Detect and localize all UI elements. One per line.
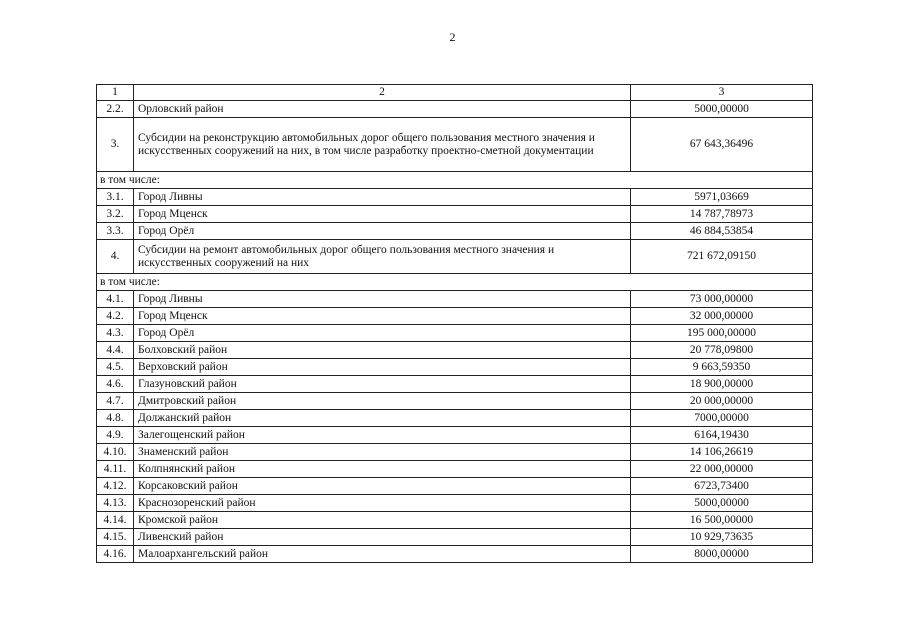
row-number: 4.14. [97,512,134,529]
table-row [97,291,813,308]
row-amount: 5000,00000 [631,101,813,118]
header-col-2: 2 [134,85,631,101]
row-amount: 18 900,00000 [631,376,813,393]
row-number: 3.3. [97,223,134,240]
row-amount: 7000,00000 [631,410,813,427]
row-name: Город Орёл [134,223,631,240]
row-name: Малоархангельский район [134,546,631,563]
row-amount: 73 000,00000 [631,291,813,308]
table-row [97,529,813,546]
row-name: Город Мценск [134,308,631,325]
row-amount: 32 000,00000 [631,308,813,325]
row-amount: 9 663,59350 [631,359,813,376]
row-name: Знаменский район [134,444,631,461]
row-name: Должанский район [134,410,631,427]
row-amount: 46 884,53854 [631,223,813,240]
note-text: в том числе: [97,172,813,189]
table-header-row [97,85,813,101]
row-name: Субсидии на реконструкцию автомобильных дорог общего пользования местного значения и искусственных сооружений на них, в том числе разработку проектно-сметной документации [134,118,631,172]
row-name: Залегощенский район [134,427,631,444]
table-row [97,393,813,410]
table-row [97,189,813,206]
row-amount: 8000,00000 [631,546,813,563]
row-name: Город Ливны [134,291,631,308]
row-amount: 6723,73400 [631,478,813,495]
row-name: Субсидии на ремонт автомобильных дорог общего пользования местного значения и искусственных сооружений на них [134,240,631,274]
row-amount: 20 000,00000 [631,393,813,410]
row-name: Город Орёл [134,325,631,342]
row-amount: 195 000,00000 [631,325,813,342]
row-name: Краснозоренский район [134,495,631,512]
row-name: Корсаковский район [134,478,631,495]
table-row [97,308,813,325]
table-row [97,101,813,118]
row-number: 3.1. [97,189,134,206]
row-number: 4.7. [97,393,134,410]
row-amount: 10 929,73635 [631,529,813,546]
table-row [97,223,813,240]
subsidy-table [96,84,813,563]
table-row [97,410,813,427]
row-name: Болховский район [134,342,631,359]
table-row [97,359,813,376]
row-number: 4.8. [97,410,134,427]
table-row [97,206,813,223]
table-row [97,461,813,478]
header-col-1: 1 [97,85,134,101]
note-text: в том числе: [97,274,813,291]
page-number: 2 [449,30,456,44]
row-amount: 6164,19430 [631,427,813,444]
row-number: 4.15. [97,529,134,546]
table-row [97,376,813,393]
table-row [97,342,813,359]
row-number: 4.6. [97,376,134,393]
row-number: 3. [97,118,134,172]
row-amount: 67 643,36496 [631,118,813,172]
row-number: 4.1. [97,291,134,308]
table-row [97,546,813,563]
table-row [97,444,813,461]
subtotal-note-row [97,274,813,291]
table-row [97,118,813,172]
row-amount: 22 000,00000 [631,461,813,478]
row-number: 4. [97,240,134,274]
row-amount: 5971,03669 [631,189,813,206]
row-number: 4.12. [97,478,134,495]
row-name: Город Ливны [134,189,631,206]
row-number: 4.5. [97,359,134,376]
row-number: 2.2. [97,101,134,118]
table-row [97,495,813,512]
row-name: Орловский район [134,101,631,118]
row-amount: 16 500,00000 [631,512,813,529]
row-number: 3.2. [97,206,134,223]
row-name: Верховский район [134,359,631,376]
row-amount: 20 778,09800 [631,342,813,359]
row-name: Колпнянский район [134,461,631,478]
row-number: 4.9. [97,427,134,444]
row-name: Кромской район [134,512,631,529]
table-row [97,427,813,444]
row-name: Глазуновский район [134,376,631,393]
subtotal-note-row [97,172,813,189]
row-number: 4.11. [97,461,134,478]
row-name: Город Мценск [134,206,631,223]
row-amount: 14 787,78973 [631,206,813,223]
row-number: 4.4. [97,342,134,359]
table-row [97,512,813,529]
row-amount: 721 672,09150 [631,240,813,274]
row-number: 4.10. [97,444,134,461]
table-row [97,478,813,495]
row-amount: 14 106,26619 [631,444,813,461]
row-name: Ливенский район [134,529,631,546]
row-name: Дмитровский район [134,393,631,410]
table-row [97,325,813,342]
row-amount: 5000,00000 [631,495,813,512]
row-number: 4.3. [97,325,134,342]
row-number: 4.2. [97,308,134,325]
row-number: 4.13. [97,495,134,512]
row-number: 4.16. [97,546,134,563]
table-row [97,240,813,274]
header-col-3: 3 [631,85,813,101]
